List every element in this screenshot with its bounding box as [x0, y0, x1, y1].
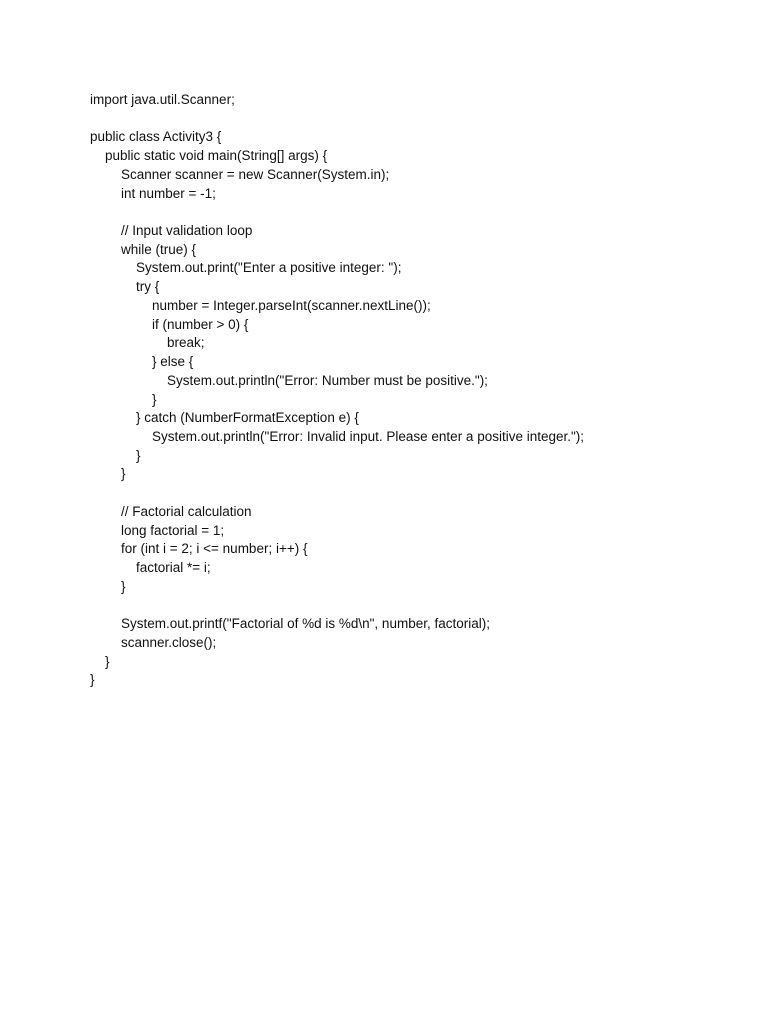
code-line: System.out.print("Enter a positive integer: "); [136, 260, 402, 276]
code-line: } catch (NumberFormatException e) { [136, 410, 359, 426]
code-line [90, 484, 584, 503]
code-line: } [152, 391, 157, 407]
code-line: for (int i = 2; i <= number; i++) { [121, 541, 308, 557]
code-line: } [136, 447, 141, 463]
code-line: if (number > 0) { [152, 316, 249, 332]
code-line: while (true) { [121, 241, 197, 257]
code-line [90, 203, 584, 222]
code-line: } [90, 672, 95, 688]
code-line: factorial *= i; [136, 559, 211, 575]
code-line: try { [136, 279, 160, 295]
code-line: import java.util.Scanner; [90, 92, 235, 107]
code-line: // Factorial calculation [121, 503, 252, 519]
code-line: int number = -1; [121, 185, 216, 201]
code-line: } [105, 653, 110, 669]
code-line [90, 596, 584, 615]
code-line: System.out.println("Error: Invalid input. Please enter a positive integer."); [152, 428, 585, 444]
code-line: // Input validation loop [121, 223, 253, 239]
code-line: } else { [152, 354, 194, 370]
code-line: System.out.printf("Factorial of %d is %d\n", number, factorial); [121, 616, 490, 632]
code-line: public class Activity3 { [90, 129, 222, 145]
code-line: number = Integer.parseInt(scanner.nextLine()); [152, 297, 431, 313]
code-line [90, 110, 584, 129]
code-line: } [121, 466, 126, 482]
code-line: } [121, 578, 126, 594]
code-line: break; [167, 335, 205, 351]
code-line: scanner.close(); [121, 634, 217, 650]
code-line: Scanner scanner = new Scanner(System.in); [121, 166, 390, 182]
code-text-body [90, 91, 584, 690]
code-line: System.out.println("Error: Number must be positive."); [167, 372, 488, 388]
code-line: public static void main(String[] args) { [105, 148, 328, 164]
code-line: long factorial = 1; [121, 522, 225, 538]
